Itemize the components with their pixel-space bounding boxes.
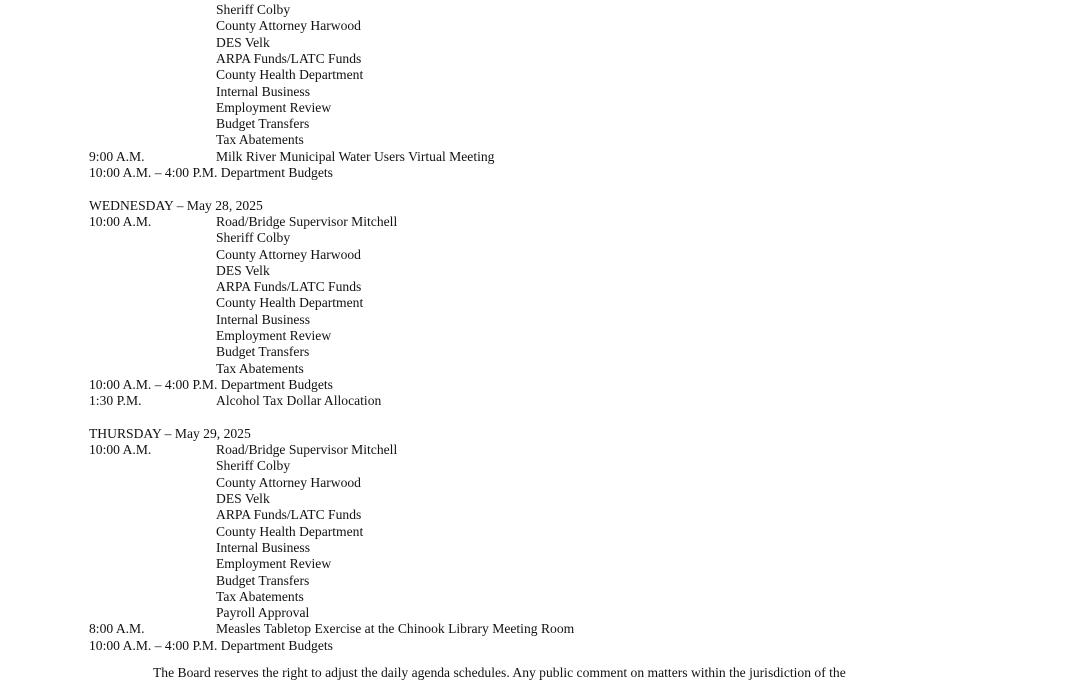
agenda-item xyxy=(0,605,1080,621)
agenda-description: Employment Review xyxy=(216,328,332,343)
agenda-description: Tax Abatements xyxy=(216,361,304,376)
agenda-description: ARPA Funds/LATC Funds xyxy=(216,507,362,522)
agenda-description: County Health Department xyxy=(216,67,364,82)
agenda-description: Internal Business xyxy=(216,540,311,555)
agenda-item xyxy=(0,621,1080,637)
agenda-item xyxy=(0,230,1080,246)
agenda-description: Sheriff Colby xyxy=(216,458,291,473)
agenda-item xyxy=(0,442,1080,458)
agenda-time-range: 10:00 A.M. – 4:00 P.M. Department Budgets xyxy=(89,638,333,653)
agenda-item xyxy=(0,2,1080,18)
footer-note: The Board reserves the right to adjust the daily agenda schedules. Any public comment on matters within the jurisdiction of the xyxy=(153,665,846,680)
agenda-description: Budget Transfers xyxy=(216,573,310,588)
agenda-description: ARPA Funds/LATC Funds xyxy=(216,51,362,66)
agenda-item xyxy=(0,35,1080,51)
agenda-time-range: 10:00 A.M. – 4:00 P.M. Department Budgets xyxy=(89,165,333,180)
agenda-description: Measles Tabletop Exercise at the Chinook Library Meeting Room xyxy=(216,621,575,636)
agenda-description: Payroll Approval xyxy=(216,605,310,620)
agenda-item xyxy=(0,247,1080,263)
agenda-item xyxy=(0,589,1080,605)
agenda-item xyxy=(0,573,1080,589)
agenda-item xyxy=(0,116,1080,132)
agenda-time-range: 10:00 A.M. – 4:00 P.M. Department Budgets xyxy=(89,377,333,392)
agenda-item xyxy=(0,165,1080,181)
agenda-description: County Health Department xyxy=(216,524,364,539)
agenda-item xyxy=(0,377,1080,393)
agenda-item xyxy=(0,149,1080,165)
agenda-item xyxy=(0,458,1080,474)
agenda-description: Employment Review xyxy=(216,556,332,571)
agenda-item xyxy=(0,263,1080,279)
agenda-description: County Attorney Harwood xyxy=(216,247,361,262)
agenda-time: 1:30 P.M. xyxy=(89,393,142,408)
agenda-description: DES Velk xyxy=(216,35,270,50)
agenda-item xyxy=(0,524,1080,540)
agenda-item xyxy=(0,67,1080,83)
agenda-description: DES Velk xyxy=(216,491,270,506)
agenda-description: Budget Transfers xyxy=(216,116,310,131)
agenda-item xyxy=(0,84,1080,100)
agenda-description: Milk River Municipal Water Users Virtual Meeting xyxy=(216,149,495,164)
agenda-item xyxy=(0,361,1080,377)
agenda-item xyxy=(0,475,1080,491)
agenda-item xyxy=(0,51,1080,67)
agenda-description: Alcohol Tax Dollar Allocation xyxy=(216,393,382,408)
agenda-item xyxy=(0,214,1080,230)
agenda-description: Tax Abatements xyxy=(216,132,304,147)
agenda-item xyxy=(0,507,1080,523)
agenda-item xyxy=(0,638,1080,654)
day-header-text: THURSDAY – May 29, 2025 xyxy=(89,426,251,441)
agenda-description: Sheriff Colby xyxy=(216,2,291,17)
agenda-description: County Attorney Harwood xyxy=(216,475,361,490)
agenda-time: 10:00 A.M. xyxy=(89,442,152,457)
agenda-description: Road/Bridge Supervisor Mitchell xyxy=(216,214,398,229)
agenda-description: Internal Business xyxy=(216,312,311,327)
agenda-item xyxy=(0,344,1080,360)
agenda-item xyxy=(0,328,1080,344)
day-header-text: WEDNESDAY – May 28, 2025 xyxy=(89,198,263,213)
agenda-time: 9:00 A.M. xyxy=(89,149,145,164)
agenda-item xyxy=(0,312,1080,328)
agenda-item xyxy=(0,132,1080,148)
agenda-description: Budget Transfers xyxy=(216,344,310,359)
agenda-description: County Health Department xyxy=(216,295,364,310)
agenda-description: Internal Business xyxy=(216,84,311,99)
agenda-description: DES Velk xyxy=(216,263,270,278)
agenda-item xyxy=(0,18,1080,34)
agenda-item xyxy=(0,295,1080,311)
agenda-item xyxy=(0,491,1080,507)
agenda-item xyxy=(0,100,1080,116)
agenda-description: Employment Review xyxy=(216,100,332,115)
agenda-description: Tax Abatements xyxy=(216,589,304,604)
agenda-time: 10:00 A.M. xyxy=(89,214,152,229)
agenda-description: ARPA Funds/LATC Funds xyxy=(216,279,362,294)
agenda-time: 8:00 A.M. xyxy=(89,621,145,636)
agenda-description: Sheriff Colby xyxy=(216,230,291,245)
agenda-item xyxy=(0,279,1080,295)
agenda-description: Road/Bridge Supervisor Mitchell xyxy=(216,442,398,457)
agenda-description: County Attorney Harwood xyxy=(216,18,361,33)
agenda-item xyxy=(0,540,1080,556)
agenda-item xyxy=(0,393,1080,409)
day-header xyxy=(0,198,1080,214)
day-header xyxy=(0,426,1080,442)
agenda-item xyxy=(0,556,1080,572)
